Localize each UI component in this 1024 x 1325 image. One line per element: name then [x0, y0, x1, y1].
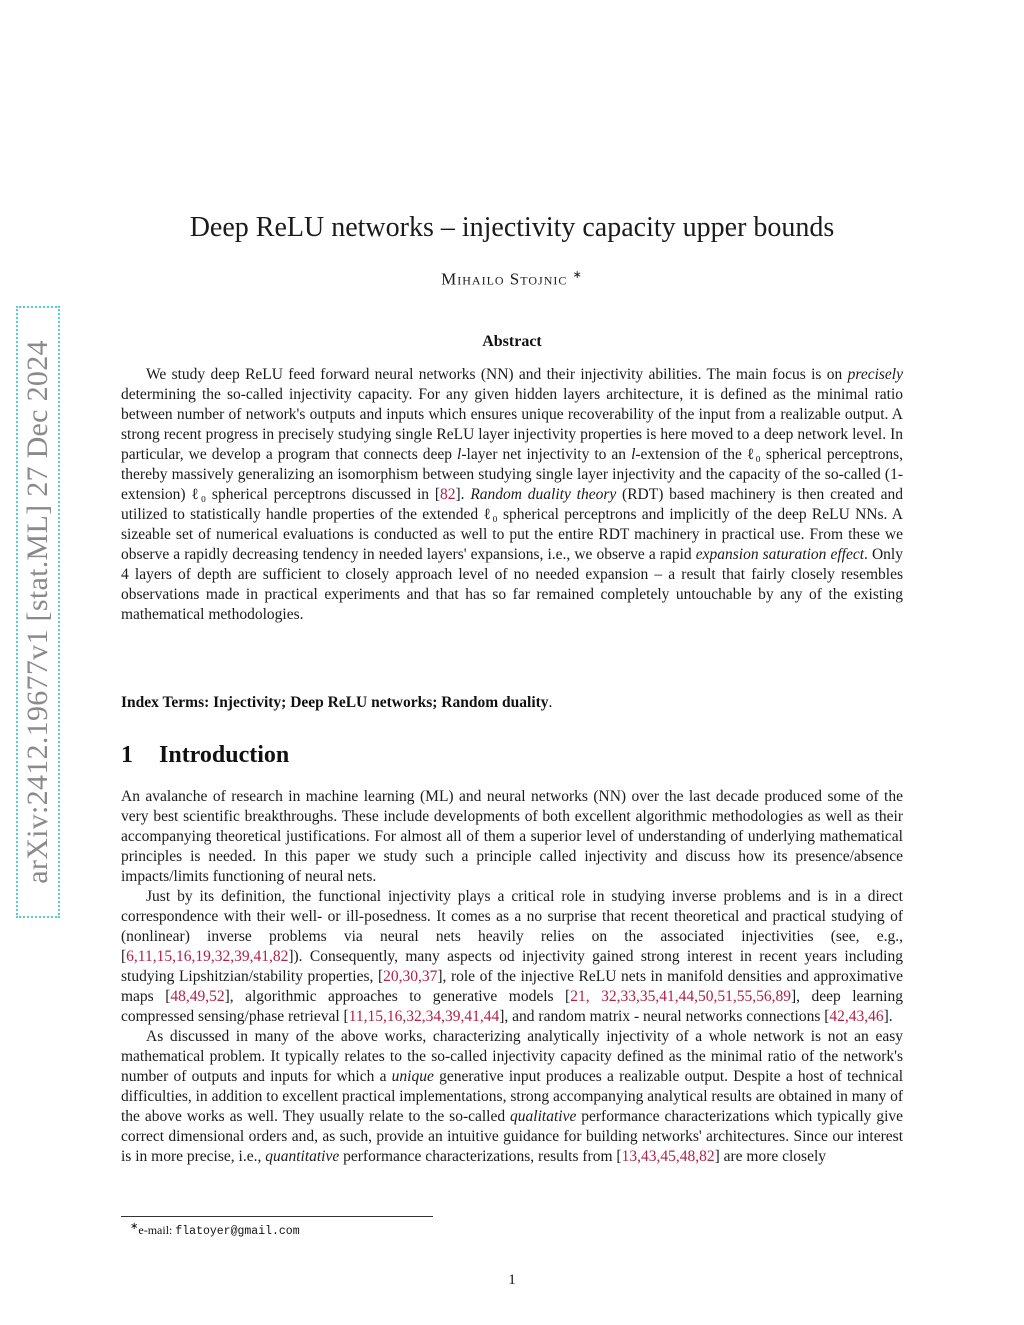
introduction-body — [121, 787, 903, 1167]
section-heading-introduction — [121, 742, 289, 769]
footnote-divider — [121, 1216, 433, 1217]
intro-paragraph-2: Just by its definition, the functional injectivity plays a critical role in studying inverse problems and is in a direct correspondence with their well- or ill-posedness. It comes as a no surprise that recent theoretical and practical studying of (nonlinear) inverse problems via neural nets heavily relies on the associated injectivities (see, e.g., [6,11,15,16,19,32,39,41,82]). Consequently, many aspects od injectivity gained strong interest in recent years including studying Lipshitzian/stability properties, [20,30,37], role of the injective ReLU nets in manifold densities and approximative maps [48,49,52], algorithmic approaches to generative models [21, 32,33,35,41,44,50,51,55,56,89], deep learning compressed sensing/phase retrieval [11,15,16,32,34,39,41,44], and random matrix - neural networks connections [42,43,46]. — [121, 888, 903, 1025]
index-terms-list: Injectivity; Deep ReLU networks; Random duality — [213, 694, 549, 711]
intro-paragraph-3: As discussed in many of the above works, characterizing analytically injectivity of a whole network is not an easy mathematical problem. It typically relates to the so-called injectivity capacity defined as the minimal ratio of the network's number of outputs and inputs for which a unique generative input produces a realizable output. Despite a host of technical difficulties, in addition to excellent practical implementations, strong accompanying analytical results are obtained in many of the above works as well. They usually relate to the so-called qualitative performance characterizations which typically give correct dimensional orders and, as such, provide an intuitive guidance for building networks' architectures. Since our interest is in more precise, i.e., quantitative performance characterizations, results from [13,43,45,48,82] are more closely — [121, 1028, 904, 1165]
page-number: 1 — [508, 1272, 516, 1288]
paper-title: Deep ReLU networks – injectivity capacity upper bounds — [189, 212, 835, 243]
arxiv-id[interactable]: arXiv:2412.19677v1 [stat.ML] 27 Dec 2024 — [21, 340, 54, 884]
intro-paragraph-1: An avalanche of research in machine learning (ML) and neural networks (NN) over the last decade produced some of the very best scientific breakthroughs. These include developments of both excellent algorithmic methodologies as well as their accompanying theoretical justifications. For almost all of them a superior level of understanding of underlying mathematical principles is needed. In this paper we study such a principle called injectivity and discuss how its presence/absence impacts/limits functioning of neural nets. — [121, 788, 903, 885]
author-footnote-mark[interactable]: ∗ — [572, 269, 583, 281]
citation-link[interactable]: 20,30,37 — [383, 968, 438, 985]
section-number: 1 — [121, 742, 133, 768]
author-name: Mihailo Stojnic — [441, 269, 568, 289]
citation-link[interactable]: 21, 32,33,35,41,44,50,51,55,56,89 — [570, 988, 791, 1005]
citation-link[interactable]: 42,43,46 — [829, 1008, 884, 1025]
arxiv-stamp[interactable] — [16, 306, 60, 918]
section-title: Introduction — [159, 742, 290, 768]
abstract-body: We study deep ReLU feed forward neural networks (NN) and their injectivity abilities. The main focus is on precisely determining the so-called injectivity capacity. For any given hidden layers architecture, it is defined as the minimal ratio between number of network's outputs and inputs which ensures unique recoverability of the input from a realizable output. A strong recent progress in precisely studying single ReLU layer injectivity properties is here moved to a deep network level. In particular, we develop a program that connects deep l-layer net injectivity to an l-extension of the ℓ₀ spherical perceptrons, thereby massively generalizing an isomorphism between studying single layer injectivity and the capacity of the so-called (1-extension) ℓ₀ spherical perceptrons discussed in [82]. Random duality theory (RDT) based machinery is then created and utilized to statistically handle properties of the extended ℓ₀ spherical perceptrons and implicitly of the deep ReLU NNs. A sizeable set of numerical evaluations is conducted as well to put the entire RDT machinery in practical use. From these we observe a rapidly decreasing tendency in needed layers' expansions, i.e., we observe a rapid expansion saturation effect. Only 4 layers of depth are sufficient to closely approach level of no needed expansion – a result that fairly closely resembles observations made in practical experiments and that has so far remained completely untouchable by any of the existing mathematical methodologies. — [121, 366, 903, 623]
citation-link[interactable]: 13,43,45,48,82 — [621, 1148, 715, 1165]
citation-link[interactable]: 48,49,52 — [170, 988, 225, 1005]
citation-link[interactable]: 11,15,16,32,34,39,41,44 — [348, 1008, 500, 1025]
author — [0, 268, 1024, 290]
footnote: ∗e-mail: flatoyer@gmail.com — [130, 1221, 300, 1238]
index-terms-label: Index Terms: — [121, 694, 210, 711]
citation-link[interactable]: 82 — [439, 486, 456, 503]
index-terms: Index Terms: Injectivity; Deep ReLU networks; Random duality. — [121, 694, 553, 711]
citation-link[interactable]: 6,11,15,16,19,32,39,41,82 — [126, 948, 289, 965]
author-email[interactable]: flatoyer@gmail.com — [175, 1225, 300, 1238]
abstract-heading: Abstract — [482, 333, 542, 350]
